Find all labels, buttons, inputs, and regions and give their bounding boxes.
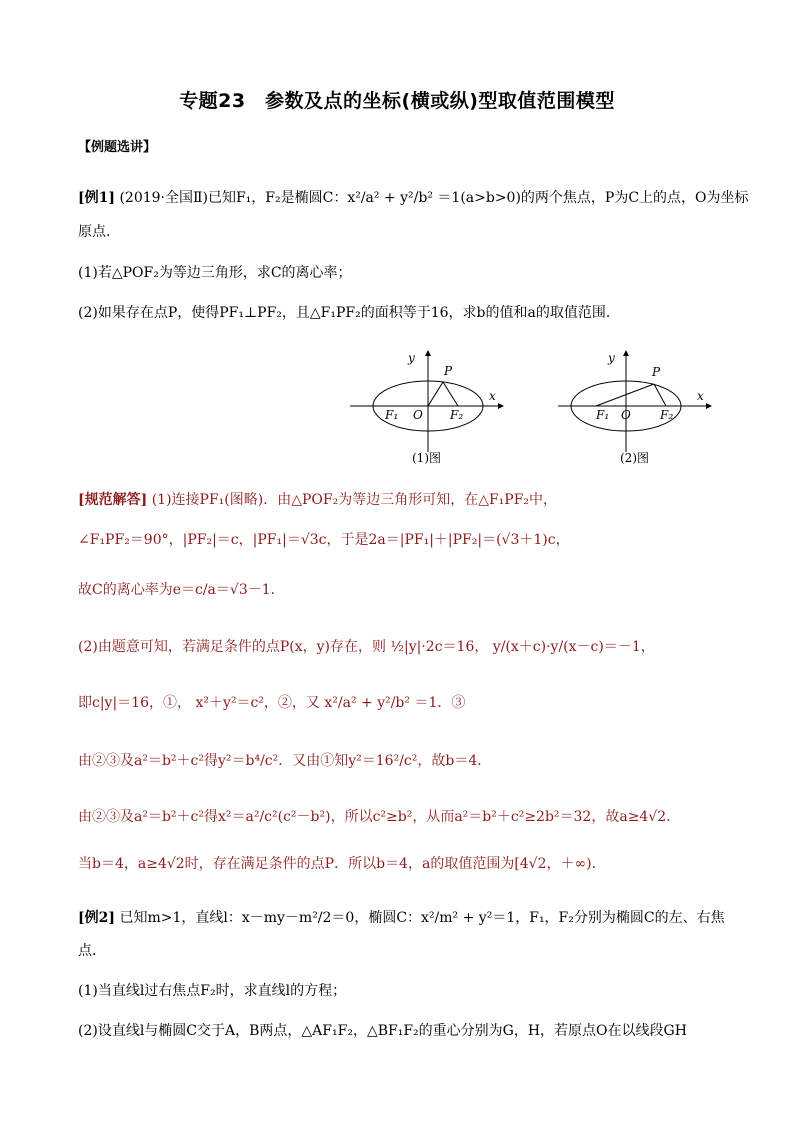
example-1-text: (2019·全国Ⅱ)已知F₁，F₂是椭圆C：x²/a² + y²/b² ＝1(a>b>0)的两个焦点，P为C上的点，O为坐标 [119,190,749,206]
section-heading: 【例题选讲】 [78,140,157,155]
example-2-question-1: (1)当直线l过右焦点F₂时，求直线l的方程； [78,983,347,999]
ellipse-figure-2 [556,348,716,468]
solution-line-6: 由②③及a²＝b²＋c²得y²＝b⁴/c²．又由①知y²＝16²/c²，故b＝4． [78,753,492,769]
fig2-f2-label: F₂ [660,408,674,422]
fig2-o-label: O [621,408,631,422]
fig2-p-label: P [652,365,661,379]
fig2-f1-label: F₁ [596,408,610,422]
solution-line-3: 故C的离心率为e＝c/a＝√3－1． [78,582,285,598]
solution-text-1: (1)连接PF₁(图略)．由△POF₂为等边三角形可知，在△F₁PF₂中， [151,492,558,508]
fig1-caption: (1)图 [412,451,441,465]
page-title: 专题23 参数及点的坐标(横或纵)型取值范围模型 [179,90,615,112]
example-2-question-2: (2)设直线l与椭圆C交于A，B两点，△AF₁F₂，△BF₁F₂的重心分别为G，H，若原点O在以线段GH [78,1023,687,1039]
fig1-x-label: x [489,389,496,403]
example-1-question-2: (2)如果存在点P，使得PF₁⊥PF₂，且△F₁PF₂的面积等于16，求b的值和a的取值范围． [78,305,620,321]
solution-line-2: ∠F₁PF₂＝90°，|PF₂|＝c，|PF₁|＝√3c，于是2a＝|PF₁|＋|PF₂|＝(√3＋1)c， [78,532,570,548]
fig1-y-label: y [408,351,415,365]
example-1-line-2: 原点． [78,224,120,240]
example-1-line-1 [78,188,749,208]
example-2-tag: [例2] [78,910,115,926]
example-2-line-2: 点． [78,943,106,959]
fig1-p-label: P [444,364,453,378]
example-2-text: 已知m>1，直线l：x－my－m²/2＝0，椭圆C：x²/m² + y²＝1，F₁，F₂分别为椭圆C的左、右焦 [119,910,725,926]
fig2-x-label: x [697,389,704,403]
fig1-o-label: O [413,408,423,422]
example-1-tag: [例1] [78,190,115,206]
fig1-f1-label: F₁ [385,408,399,422]
example-1-question-1: (1)若△POF₂为等边三角形，求C的离心率； [78,265,352,281]
solution-line-5: 即c|y|＝16，①， x²＋y²＝c²，②，又 x²/a² + y²/b² ＝1．③ [78,695,466,711]
fig2-caption: (2)图 [620,451,649,465]
solution-line-8: 当b＝4，a≥4√2时，存在满足条件的点P．所以b＝4，a的取值范围为[4√2，＋∞)． [78,856,606,872]
fig1-f2-label: F₂ [450,408,464,422]
ellipse-figure-1 [348,348,508,468]
solution-line-7: 由②③及a²＝b²＋c²得x²＝a²/c²(c²－b²)，所以c²≥b²，从而a²＝b²＋c²≥2b²＝32，故a≥4√2． [78,809,681,825]
solution-line-1 [78,490,724,510]
solution-line-4: (2)由题意可知，若满足条件的点P(x，y)存在，则 ½|y|·2c＝16， y/(x＋c)·y/(x－c)＝－1， [78,639,655,655]
fig2-y-label: y [608,351,615,365]
example-2-line-1 [78,908,724,928]
solution-tag: [规范解答] [78,492,148,508]
